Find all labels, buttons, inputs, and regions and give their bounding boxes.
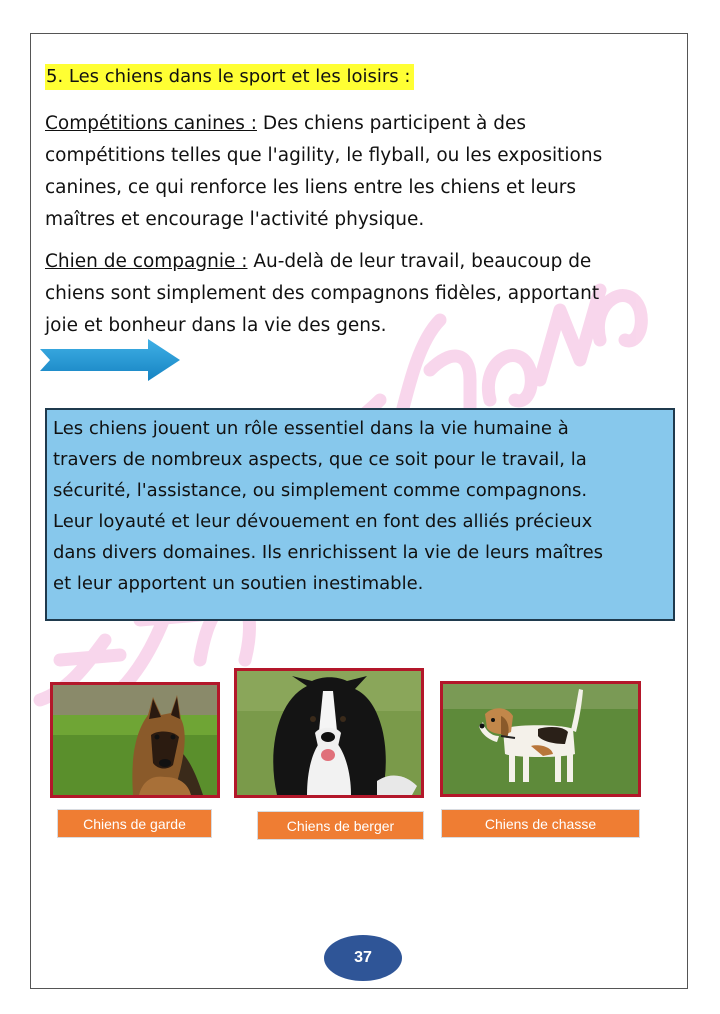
paragraph-line: chiens sont simplement des compagnons fidèles, apportant [45, 283, 600, 304]
caption-hunting-dogs: Chiens de chasse [441, 809, 640, 838]
caption-guard-dogs: Chiens de garde [57, 809, 212, 838]
paragraph-lead: Compétitions canines : [45, 113, 257, 134]
paragraph-line: canines, ce qui renforce les liens entre les chiens et leurs [45, 177, 577, 198]
page-number-badge: 37 [324, 935, 402, 981]
summary-line: Les chiens jouent un rôle essentiel dans la vie humaine à [53, 418, 569, 439]
caption-shepherd-dogs: Chiens de berger [257, 811, 424, 840]
paragraph-line: Des chiens participent à des [256, 113, 527, 134]
summary-line: sécurité, l'assistance, ou simplement comme compagnons. [53, 480, 588, 501]
paragraph-lead: Chien de compagnie : [45, 251, 248, 272]
summary-line: dans divers domaines. Ils enrichissent la vie de leurs maîtres [53, 542, 604, 563]
paragraph-competitions [45, 108, 670, 236]
paragraph-line: Au-delà de leur travail, beaucoup de [247, 251, 592, 272]
summary-line: et leur apportent un soutien inestimable. [53, 573, 424, 594]
arrow-icon [40, 337, 182, 383]
photo-hunting-dog [440, 681, 641, 797]
summary-line: Leur loyauté et leur dévouement en font des alliés précieux [53, 511, 593, 532]
paragraph-line: joie et bonheur dans la vie des gens. [45, 315, 387, 336]
photo-guard-dog [50, 682, 220, 798]
photo-shepherd-dog [234, 668, 424, 798]
paragraph-line: compétitions telles que l'agility, le flyball, ou les expositions [45, 145, 603, 166]
paragraph-companion [45, 246, 670, 342]
section-title: 5. Les chiens dans le sport et les loisirs : [45, 64, 414, 90]
summary-box [45, 408, 675, 621]
paragraph-line: maîtres et encourage l'activité physique. [45, 209, 425, 230]
summary-line: travers de nombreux aspects, que ce soit pour le travail, la [53, 449, 587, 470]
